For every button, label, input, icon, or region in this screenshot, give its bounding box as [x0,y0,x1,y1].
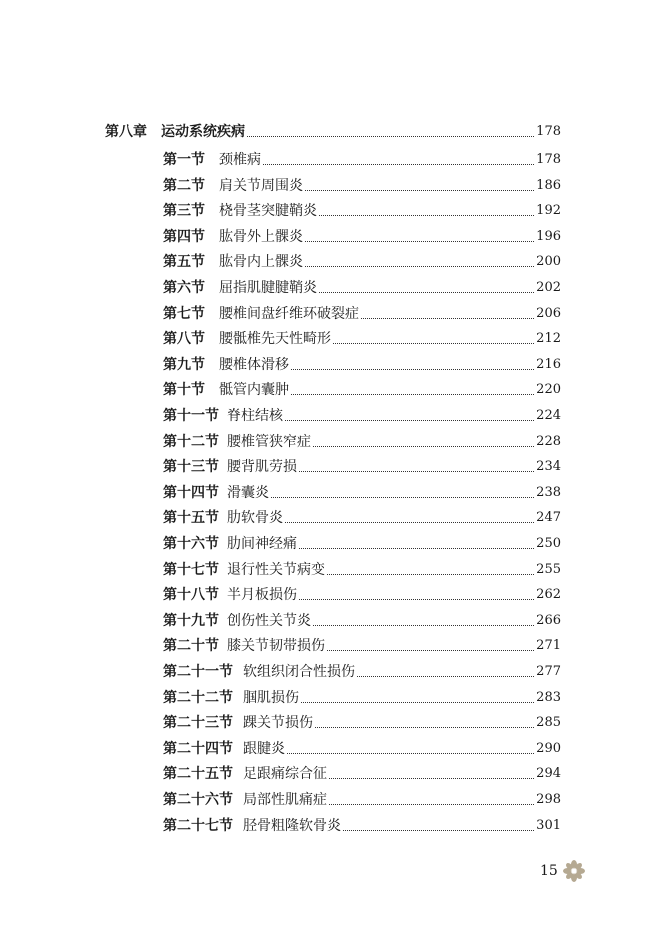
section-title: 腘肌损伤 [243,689,299,706]
toc-section-entry[interactable] [163,535,561,553]
dot-leader [313,624,534,626]
section-page: 290 [536,740,561,756]
section-page: 202 [536,280,561,295]
section-number: 第十一节 [163,408,219,424]
toc-section-entry[interactable] [163,714,561,732]
section-number: 第十六节 [163,536,219,552]
toc-section-entry[interactable] [163,177,561,195]
dot-leader [301,701,534,703]
section-title: 肩关节周围炎 [219,177,303,194]
section-title: 腰骶椎先天性畸形 [219,331,331,348]
section-title: 膝关节韧带损伤 [227,638,325,655]
section-title: 肋软骨炎 [227,510,283,527]
section-number: 第五节 [163,254,205,271]
dot-leader [327,649,534,651]
section-page: 255 [536,561,561,577]
dot-leader [357,675,534,677]
section-page: 206 [536,305,561,321]
dot-leader [305,189,534,191]
section-page: 298 [536,792,561,807]
dot-leader [313,445,534,447]
dot-leader [299,547,534,549]
section-title: 跟腱炎 [243,740,285,757]
section-page: 186 [536,177,561,193]
section-number: 第十七节 [163,561,219,578]
dot-leader [329,803,534,805]
section-page: 238 [536,484,561,500]
section-page: 247 [536,510,561,526]
section-page: 271 [536,638,561,654]
dot-leader [343,829,534,831]
section-page: 220 [536,382,561,398]
dot-leader [299,598,534,600]
dot-leader [287,752,534,754]
section-number: 第八节 [163,331,205,348]
dot-leader [319,291,534,293]
section-number: 第二十七节 [163,817,233,834]
section-page: 294 [536,766,561,782]
section-title: 退行性关节病变 [227,561,325,578]
dot-leader [329,777,534,779]
section-title: 胫骨粗隆软骨炎 [243,817,341,834]
section-title: 桡骨茎突腱鞘炎 [219,203,317,220]
section-page: 262 [536,587,561,603]
section-title: 踝关节损伤 [243,715,313,732]
section-number: 第四节 [163,228,205,245]
chapter-number: 第八章 [105,124,147,140]
section-title: 腰椎体滑移 [219,356,289,373]
section-number: 第十五节 [163,510,219,527]
section-title: 骶管内囊肿 [219,382,289,399]
section-page: 196 [536,228,561,244]
section-number: 第二节 [163,177,205,194]
section-page: 250 [536,536,561,551]
toc-section-entry[interactable] [163,253,561,271]
section-number: 第二十节 [163,638,219,655]
toc-section-entry[interactable] [163,509,561,527]
section-title: 创伤性关节炎 [227,612,311,629]
section-title: 局部性肌痛症 [243,792,327,808]
section-page: 178 [536,152,561,167]
toc-section-entry[interactable] [163,817,561,835]
toc-section-entry[interactable] [163,689,561,707]
toc-section-entry[interactable] [163,305,561,323]
toc-section-entry[interactable] [163,228,561,246]
section-title: 半月板损伤 [227,587,297,604]
toc-section-entry[interactable] [163,151,561,169]
section-page: 192 [536,203,561,219]
section-title: 肱骨内上髁炎 [219,254,303,271]
toc-section-entry[interactable] [163,791,561,809]
dot-leader [285,419,534,421]
section-number: 第一节 [163,152,205,168]
section-number: 第二十五节 [163,766,233,783]
section-number: 第六节 [163,280,205,296]
toc-section-entry[interactable] [163,458,561,476]
section-number: 第二十一节 [163,664,233,680]
section-page: 301 [536,817,561,833]
toc-section-entry[interactable] [163,484,561,502]
toc-section-entry[interactable] [163,586,561,604]
section-number: 第十九节 [163,612,219,629]
chapter-title: 运动系统疾病 [161,124,245,140]
toc-section-entry[interactable] [163,202,561,220]
dot-leader [299,470,534,472]
section-title: 颈椎病 [219,152,261,168]
toc-section-entry[interactable] [163,356,561,374]
section-number: 第二十二节 [163,689,233,706]
toc-section-entry[interactable] [163,740,561,758]
dot-leader [305,240,534,242]
dot-leader [291,393,534,395]
section-title: 滑囊炎 [227,484,269,501]
section-page: 216 [536,356,561,372]
toc-chapter-entry[interactable] [105,123,561,141]
section-number: 第十二节 [163,433,219,450]
toc-section-entry[interactable] [163,433,561,451]
section-title: 腰椎管狭窄症 [227,433,311,450]
section-title: 软组织闭合性损伤 [243,664,355,680]
section-number: 第十三节 [163,459,219,476]
section-number: 第二十三节 [163,715,233,732]
toc-section-entry[interactable] [163,663,561,681]
toc-section-entry[interactable] [163,330,561,348]
dot-leader [271,496,534,498]
section-page: 224 [536,408,561,423]
section-title: 腰背肌劳损 [227,459,297,476]
section-title: 腰椎间盘纤维环破裂症 [219,305,359,322]
section-number: 第七节 [163,305,205,322]
section-title: 脊柱结核 [227,408,283,424]
toc-section-entry[interactable] [163,637,561,655]
dot-leader [319,214,534,216]
section-number: 第十节 [163,382,205,399]
section-number: 第三节 [163,203,205,220]
section-page: 277 [536,664,561,679]
toc-section-entry[interactable] [163,765,561,783]
chapter-page: 178 [536,124,561,139]
dot-leader [361,317,534,319]
section-title: 屈指肌腱腱鞘炎 [219,280,317,296]
section-title: 肋间神经痛 [227,536,297,552]
page-number: 15 [540,863,558,879]
dot-leader [247,135,534,137]
section-title: 足跟痛综合征 [243,766,327,783]
section-number: 第九节 [163,356,205,373]
section-page: 285 [536,715,561,731]
section-page: 228 [536,433,561,449]
section-number: 第二十四节 [163,740,233,757]
dot-leader [305,265,534,267]
toc-section-entry[interactable] [163,381,561,399]
toc-section-entry[interactable] [163,279,561,297]
dot-leader [333,342,534,344]
section-number: 第二十六节 [163,792,233,808]
section-page: 200 [536,254,561,270]
section-page: 212 [536,331,561,347]
dot-leader [263,163,534,165]
toc-section-entry[interactable] [163,407,561,425]
section-page: 283 [536,689,561,705]
section-number: 第十四节 [163,484,219,501]
page-folio [540,860,585,882]
section-page: 234 [536,459,561,475]
toc-section-entry[interactable] [163,612,561,630]
dot-leader [315,726,534,728]
dot-leader [285,521,534,523]
section-number: 第十八节 [163,587,219,604]
section-title: 肱骨外上髁炎 [219,228,303,245]
section-page: 266 [536,612,561,628]
flower-ornament-icon [563,860,585,882]
dot-leader [327,573,534,575]
dot-leader [291,368,534,370]
toc-section-entry[interactable] [163,561,561,579]
